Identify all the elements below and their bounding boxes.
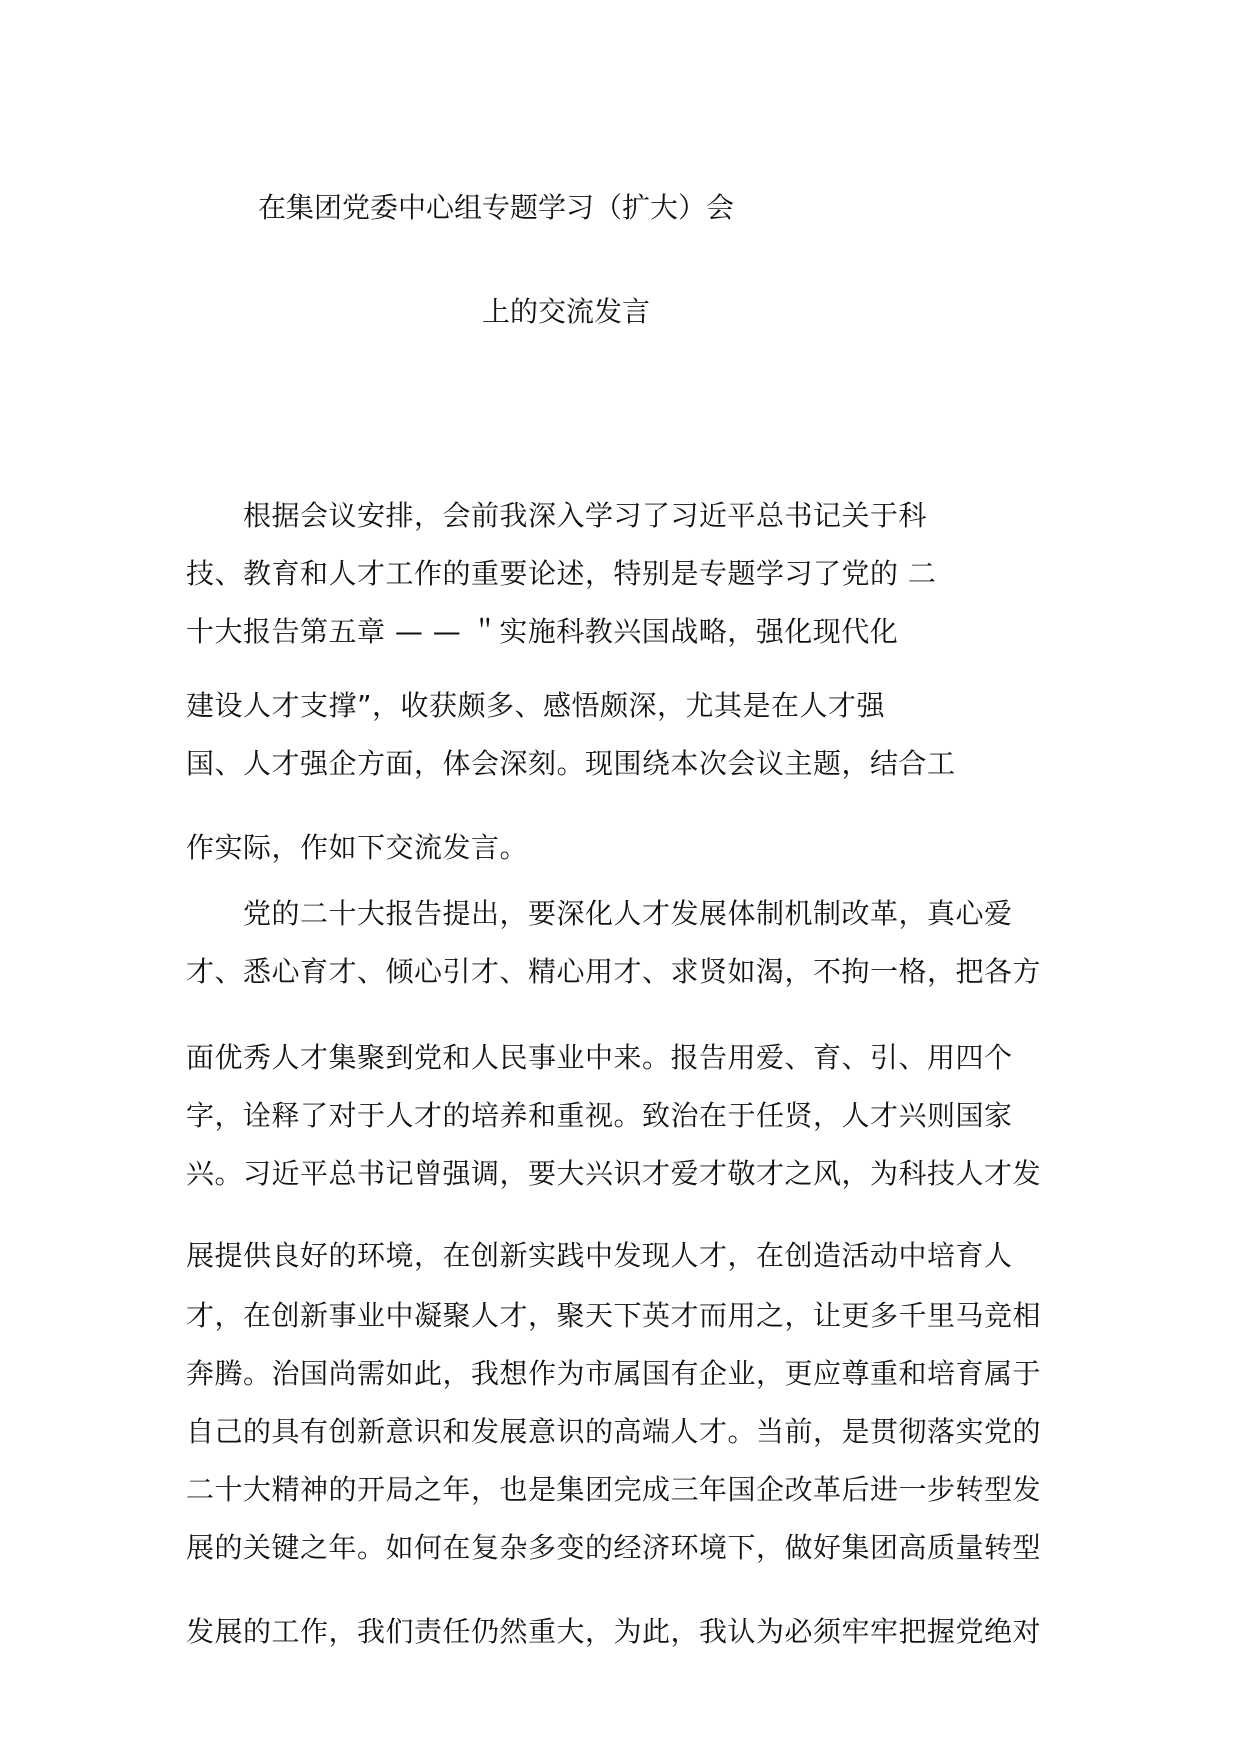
paragraph-line: 根据会议安排，会前我深入学习了习近平总书记关于科 (186, 499, 928, 532)
paragraph-line: 兴。习近平总书记曾强调，要大兴识才爱才敬才之风，为科技人才发 (186, 1157, 1042, 1190)
paragraph-line: 奔腾。治国尚需如此，我想作为市属国有企业，更应尊重和培育属于 (186, 1357, 1042, 1390)
paragraph-line: 建设人才支撑”，收获颇多、感悟颇深，尤其是在人才强 (186, 689, 886, 722)
paragraph-line: 二十大精神的开局之年，也是集团完成三年国企改革后进一步转型发 (186, 1473, 1042, 1506)
paragraph-line: 发展的工作，我们责任仍然重大，为此，我认为必须牢牢把握党绝对 (186, 1615, 1042, 1648)
paragraph-line: 展的关键之年。如何在复杂多变的经济环境下，做好集团高质量转型 (186, 1531, 1042, 1564)
paragraph-line: 字，诠释了对于人才的培养和重视。致治在于任贤，人才兴则国家 (186, 1099, 1013, 1132)
paragraph-line: 才、悉心育才、倾心引才、精心用才、求贤如渴，不拘一格，把各方 (186, 955, 1042, 988)
paragraph-line: 十大报告第五章 — — ＂实施科教兴国战略，强化现代化 (186, 615, 899, 648)
paragraph-line: 才，在创新事业中凝聚人才，聚天下英才而用之，让更多千里马竞相 (186, 1299, 1042, 1332)
paragraph-line: 作实际，作如下交流发言。 (186, 831, 529, 864)
paragraph-line: 面优秀人才集聚到党和人民事业中来。报告用爱、育、引、用四个 (186, 1041, 1013, 1074)
paragraph-line: 国、人才强企方面，体会深刻。现围绕本次会议主题，结合工 (186, 747, 956, 780)
paragraph-line: 自己的具有创新意识和发展意识的高端人才。当前，是贯彻落实党的 (186, 1415, 1042, 1448)
paragraph-line: 党的二十大报告提出，要深化人才发展体制机制改革，真心爱 (186, 897, 1013, 930)
title-line-2: 上的交流发言 (482, 295, 651, 328)
paragraph-line: 技、教育和人才工作的重要论述，特别是专题学习了党的 二 (186, 557, 937, 590)
paragraph-line: 展提供良好的环境，在创新实践中发现人才，在创造活动中培育人 (186, 1239, 1013, 1272)
title-line-1: 在集团党委中心组专题学习（扩大）会 (258, 191, 735, 224)
